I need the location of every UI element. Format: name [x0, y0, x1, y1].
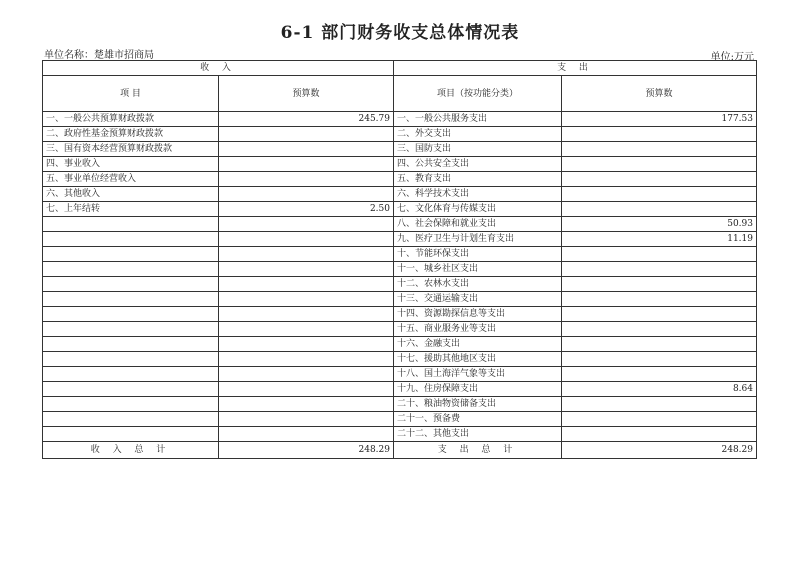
- expense-item-cell: 十九、住房保障支出: [394, 382, 562, 397]
- expense-item-cell: 二十、粮油物资储备支出: [394, 397, 562, 412]
- table-row: [43, 307, 757, 322]
- income-item-cell: [43, 247, 219, 262]
- expense-total-label: 支 出 总 计: [394, 442, 562, 459]
- expense-section-header: 支 出: [394, 61, 757, 76]
- expense-value-cell: [562, 262, 757, 277]
- income-value-cell: [219, 157, 394, 172]
- expense-item-cell: 六、科学技术支出: [394, 187, 562, 202]
- income-item-header: 项 目: [43, 76, 219, 112]
- expense-item-cell: 二十一、预备费: [394, 412, 562, 427]
- expense-value-cell: [562, 142, 757, 157]
- income-value-cell: [219, 322, 394, 337]
- income-item-cell: 五、事业单位经营收入: [43, 172, 219, 187]
- income-item-cell: 一、一般公共预算财政拨款: [43, 112, 219, 127]
- income-value-cell: [219, 187, 394, 202]
- income-item-cell: [43, 322, 219, 337]
- expense-item-cell: 八、社会保障和就业支出: [394, 217, 562, 232]
- income-total-value: 248.29: [219, 442, 394, 459]
- income-item-cell: [43, 352, 219, 367]
- expense-item-cell: 九、医疗卫生与计划生育支出: [394, 232, 562, 247]
- income-item-cell: [43, 232, 219, 247]
- table-row: [43, 277, 757, 292]
- table-row: [43, 232, 757, 247]
- header-row-sections: [43, 61, 757, 76]
- expense-value-cell: [562, 307, 757, 322]
- expense-item-cell: 十、节能环保支出: [394, 247, 562, 262]
- table-row: [43, 337, 757, 352]
- expense-value-cell: 8.64: [562, 382, 757, 397]
- expense-value-cell: [562, 412, 757, 427]
- unit-name-label: 单位名称：楚雄市招商局: [44, 50, 154, 61]
- expense-value-cell: [562, 277, 757, 292]
- table-row: [43, 172, 757, 187]
- page-title: 6-1 部门财务收支总体情况表: [280, 23, 520, 43]
- income-value-cell: [219, 127, 394, 142]
- expense-value-cell: [562, 187, 757, 202]
- expense-value-cell: [562, 322, 757, 337]
- expense-value-cell: [562, 157, 757, 172]
- expense-total-value: 248.29: [562, 442, 757, 459]
- income-item-cell: [43, 307, 219, 322]
- income-item-cell: [43, 217, 219, 232]
- finance-summary-table: [42, 60, 757, 459]
- expense-budget-header: 预算数: [562, 76, 757, 112]
- income-section-header: 收 入: [43, 61, 394, 76]
- income-item-cell: 六、其他收入: [43, 187, 219, 202]
- income-total-label: 收 入 总 计: [43, 442, 219, 459]
- income-item-cell: [43, 337, 219, 352]
- income-item-cell: [43, 292, 219, 307]
- table-row: [43, 427, 757, 442]
- table-row: [43, 157, 757, 172]
- expense-item-cell: 二、外交支出: [394, 127, 562, 142]
- income-value-cell: [219, 232, 394, 247]
- table-row: [43, 292, 757, 307]
- expense-value-cell: [562, 397, 757, 412]
- income-value-cell: [219, 337, 394, 352]
- income-value-cell: [219, 367, 394, 382]
- expense-item-cell: 二十二、其他支出: [394, 427, 562, 442]
- table-row: [43, 187, 757, 202]
- table-row: [43, 217, 757, 232]
- expense-item-cell: 十七、援助其他地区支出: [394, 352, 562, 367]
- expense-value-cell: 50.93: [562, 217, 757, 232]
- table-row: [43, 352, 757, 367]
- income-value-cell: [219, 247, 394, 262]
- expense-value-cell: [562, 292, 757, 307]
- income-value-cell: 245.79: [219, 112, 394, 127]
- income-value-cell: [219, 412, 394, 427]
- income-item-cell: 四、事业收入: [43, 157, 219, 172]
- expense-item-cell: 十六、金融支出: [394, 337, 562, 352]
- expense-value-cell: [562, 202, 757, 217]
- income-value-cell: [219, 277, 394, 292]
- table-row: [43, 367, 757, 382]
- income-item-cell: [43, 367, 219, 382]
- table-row: [43, 112, 757, 127]
- currency-unit-label: 单位:万元: [710, 52, 754, 63]
- expense-item-cell: 十五、商业服务业等支出: [394, 322, 562, 337]
- income-value-cell: [219, 172, 394, 187]
- income-item-cell: [43, 277, 219, 292]
- income-value-cell: [219, 292, 394, 307]
- table-row: [43, 382, 757, 397]
- income-value-cell: [219, 427, 394, 442]
- expense-value-cell: [562, 172, 757, 187]
- header-row-columns: [43, 76, 757, 112]
- table-row: [43, 202, 757, 217]
- expense-value-cell: [562, 352, 757, 367]
- table-row: [43, 322, 757, 337]
- income-value-cell: [219, 352, 394, 367]
- expense-item-cell: 十三、交通运输支出: [394, 292, 562, 307]
- expense-value-cell: [562, 367, 757, 382]
- table-row: [43, 142, 757, 157]
- table-row: [43, 397, 757, 412]
- table-row: [43, 127, 757, 142]
- expense-value-cell: [562, 427, 757, 442]
- income-value-cell: [219, 217, 394, 232]
- expense-item-cell: 五、教育支出: [394, 172, 562, 187]
- income-item-cell: [43, 382, 219, 397]
- income-item-cell: [43, 397, 219, 412]
- income-item-cell: 二、政府性基金预算财政拨款: [43, 127, 219, 142]
- income-value-cell: 2.50: [219, 202, 394, 217]
- expense-item-cell: 七、文化体育与传媒支出: [394, 202, 562, 217]
- table-body: [43, 61, 757, 459]
- expense-value-cell: [562, 127, 757, 142]
- totals-row: [43, 442, 757, 459]
- income-item-cell: [43, 427, 219, 442]
- expense-item-cell: 十二、农林水支出: [394, 277, 562, 292]
- expense-item-cell: 十一、城乡社区支出: [394, 262, 562, 277]
- expense-item-cell: 四、公共安全支出: [394, 157, 562, 172]
- expense-value-cell: 177.53: [562, 112, 757, 127]
- expense-value-cell: 11.19: [562, 232, 757, 247]
- income-value-cell: [219, 382, 394, 397]
- expense-item-cell: 三、国防支出: [394, 142, 562, 157]
- expense-value-cell: [562, 337, 757, 352]
- income-budget-header: 预算数: [219, 76, 394, 112]
- expense-item-cell: 一、一般公共服务支出: [394, 112, 562, 127]
- income-item-cell: [43, 262, 219, 277]
- expense-item-cell: 十八、国土海洋气象等支出: [394, 367, 562, 382]
- income-item-cell: [43, 412, 219, 427]
- income-value-cell: [219, 262, 394, 277]
- expense-value-cell: [562, 247, 757, 262]
- table-row: [43, 247, 757, 262]
- table-row: [43, 262, 757, 277]
- income-value-cell: [219, 307, 394, 322]
- expense-item-cell: 十四、资源勘探信息等支出: [394, 307, 562, 322]
- income-item-cell: 三、国有资本经营预算财政拨款: [43, 142, 219, 157]
- income-item-cell: 七、上年结转: [43, 202, 219, 217]
- expense-item-header: 项目（按功能分类）: [394, 76, 562, 112]
- income-value-cell: [219, 397, 394, 412]
- income-value-cell: [219, 142, 394, 157]
- table-row: [43, 412, 757, 427]
